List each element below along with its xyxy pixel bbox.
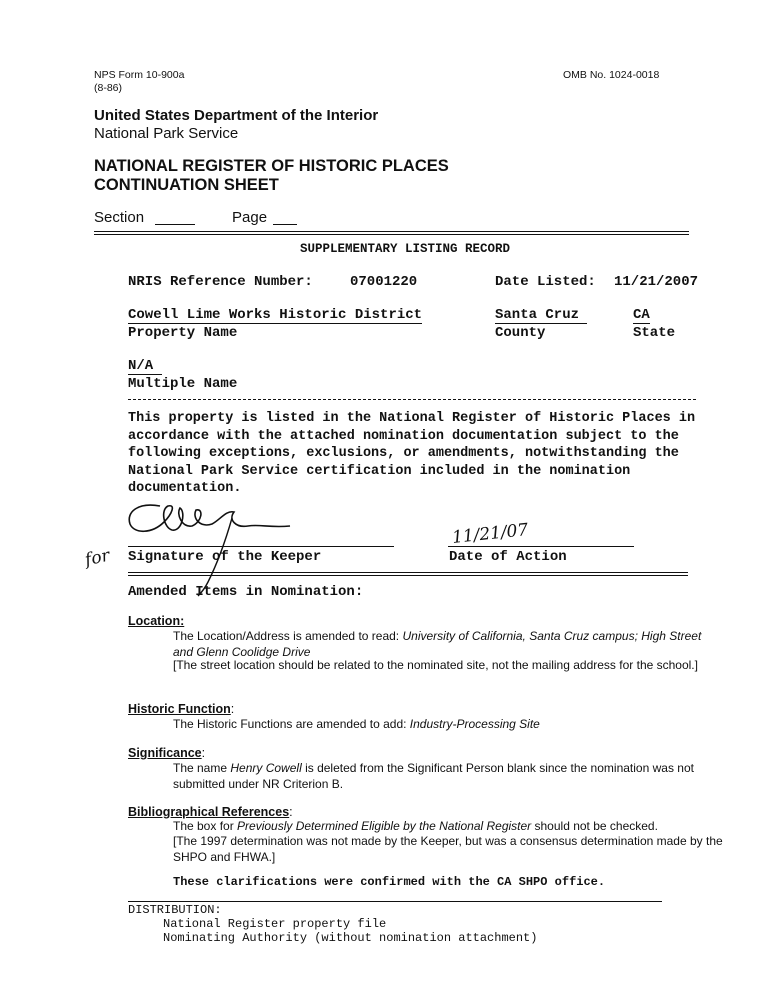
distribution-heading: DISTRIBUTION:: [128, 903, 222, 917]
location-address: University of California, Santa Cruz campus; High Street and Glenn Coolidge Drive: [173, 629, 702, 659]
significance-person: Henry Cowell: [230, 761, 302, 775]
location-note: [The street location should be related to the nominated site, not the mailing address for the school.]: [173, 658, 698, 672]
clarification-note: These clarifications were confirmed with the CA SHPO office.: [173, 875, 606, 889]
bibliography-italic: Previously Determined Eligible by the National Register: [237, 819, 532, 833]
significance-text: [173, 761, 718, 792]
distribution-item: Nominating Authority (without nomination attachment): [163, 931, 538, 945]
keeper-signature: [120, 498, 310, 598]
handwritten-date: 11/21/07: [451, 520, 530, 548]
historic-function-text: [173, 717, 718, 733]
double-rule-top: [94, 231, 689, 235]
multiple-name-value: N/A: [128, 358, 162, 375]
bibliography-heading: Bibliographical References: [128, 805, 290, 819]
omb-number: OMB No. 1024-0018: [563, 69, 660, 81]
bibliography-colon: :: [289, 805, 293, 819]
multiple-name-label: Multiple Name: [128, 376, 238, 392]
bibliography-prefix: The box for: [173, 819, 238, 833]
significance-suffix: is deleted from the Significant Person blank since the nomination was not submitted under NR Criterion B.: [173, 761, 694, 791]
historic-function-heading: Historic Function: [128, 702, 231, 716]
distribution-item: National Register property file: [163, 917, 387, 931]
nris-number: 07001220: [350, 274, 418, 290]
bibliography-heading-wrap: [128, 805, 293, 819]
historic-function-prefix: The Historic Functions are amended to add:: [173, 717, 410, 731]
historic-function-value: Industry-Processing Site: [409, 717, 540, 731]
property-name-label: Property Name: [128, 325, 238, 341]
page-title-line2: CONTINUATION SHEET: [94, 176, 279, 194]
date-line: [448, 546, 634, 547]
county-value: Santa Cruz: [495, 307, 587, 324]
date-of-action-label: Date of Action: [449, 549, 567, 565]
dashed-rule: [128, 399, 696, 400]
state-value: CA: [633, 307, 650, 323]
significance-colon: :: [201, 746, 206, 760]
record-title: SUPPLEMENTARY LISTING RECORD: [300, 242, 511, 256]
listing-statement: This property is listed in the National Register of Historic Places in accordance with the attached nomination documentation subject to the following exceptions, exclusions, or amendments, notwithstanding the National Park Service certification included in the nomination documentation.: [128, 411, 696, 497]
bibliography-text: [173, 819, 723, 835]
signature-line: [128, 546, 394, 547]
date-listed-value: 11/21/2007: [614, 274, 699, 290]
section-blank: [155, 224, 195, 225]
margin-initials: for: [83, 545, 112, 571]
county-label: County: [495, 325, 546, 341]
page-label: Page: [232, 209, 268, 226]
bibliography-suffix: should not be checked.: [531, 819, 658, 833]
significance-prefix: The name: [173, 761, 231, 775]
bibliography-note: [The 1997 determination was not made by the Keeper, but was a consensus determination made by the SHPO and FHWA.]: [173, 834, 723, 864]
property-name-value: Cowell Lime Works Historic District: [128, 307, 423, 323]
page-blank: [273, 224, 297, 225]
service-name: National Park Service: [94, 125, 239, 142]
historic-function-colon: :: [230, 702, 235, 716]
form-date: (8-86): [94, 82, 123, 94]
distribution-rule: [128, 901, 662, 902]
location-heading: Location:: [128, 614, 185, 628]
section-label: Section: [94, 209, 145, 226]
historic-function-heading-wrap: [128, 702, 234, 716]
signature-label: Signature of the Keeper: [128, 549, 322, 565]
form-number: NPS Form 10-900a: [94, 69, 185, 81]
location-text: [173, 629, 718, 660]
significance-heading: Significance: [128, 746, 202, 760]
significance-heading-wrap: [128, 746, 205, 760]
page-title-line1: NATIONAL REGISTER OF HISTORIC PLACES: [94, 157, 449, 175]
double-rule-middle: [128, 572, 688, 576]
state-label: State: [633, 325, 676, 341]
department-name: United States Department of the Interior: [94, 107, 379, 124]
amended-heading: Amended Items in Nomination:: [128, 584, 364, 600]
location-prefix: The Location/Address is amended to read:: [173, 629, 403, 643]
date-listed-label: Date Listed:: [495, 274, 596, 290]
nris-label: NRIS Reference Number:: [128, 274, 313, 290]
